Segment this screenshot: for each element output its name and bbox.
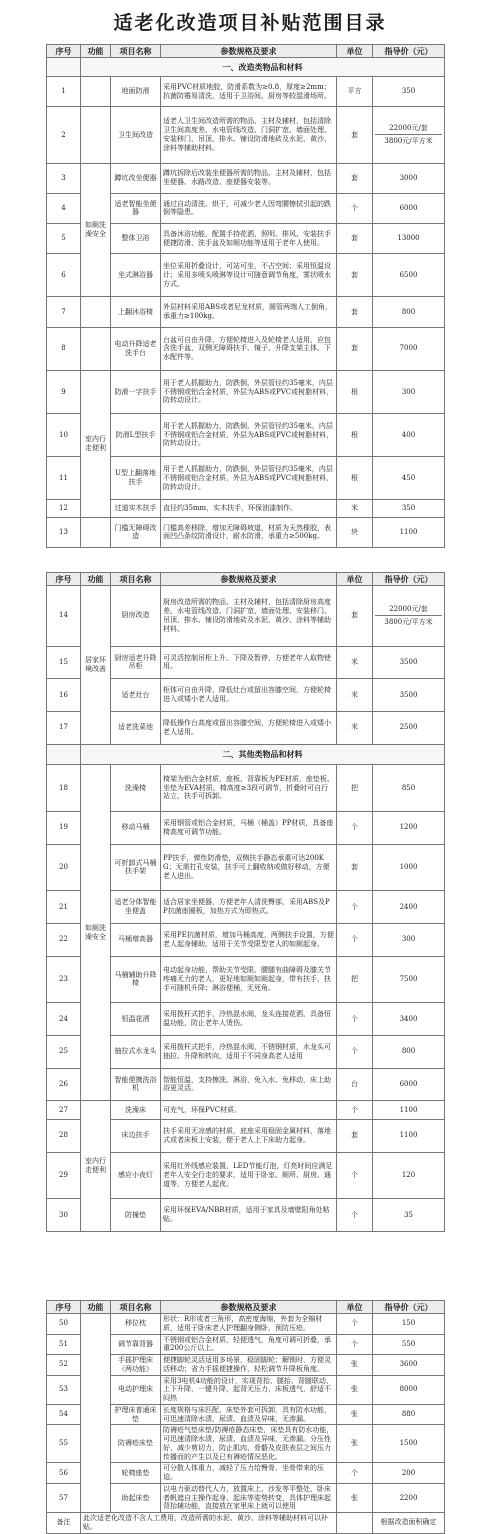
cell-name: 护理床普通床垫: [111, 1404, 161, 1425]
cell-spec: 不锈钢或铝合金材质，轻便透气，角度可调可折叠，承重200公斤以上。: [161, 1334, 337, 1355]
cell-spec: 椅架为铝合金材质，座板、背靠板为PE材质，座垫板、坐垫为EVA材质，椅高度≥3段可调节，折叠时可自行站立，扶手可拆卸。: [161, 765, 337, 812]
cell-no: 16: [47, 679, 81, 712]
cell-no: 18: [47, 765, 81, 812]
cell-price: 1200: [373, 811, 445, 844]
cell-spec: 蹲坑拆除后改装坐便器所需的物品、主材及辅材，包括坐便器、水路改造、座便器安装等。: [161, 163, 337, 193]
section-title-row: [47, 58, 445, 77]
cell-no: 14: [47, 586, 81, 647]
table-row: [47, 765, 445, 812]
cell-name: 恒温花洒: [111, 1003, 161, 1036]
cell-unit: 个: [337, 1314, 373, 1335]
cell-name: 手摇护理床（两功能）: [111, 1355, 161, 1376]
cell-no: 11: [47, 457, 81, 500]
section-title: 二、其他类物品和材料: [81, 744, 445, 765]
cell-name: 电动护理床: [111, 1375, 161, 1404]
cell-price: 350: [373, 500, 445, 517]
header-no: 序号: [47, 573, 81, 586]
function-group: 如厕洗澡安全: [81, 765, 111, 1101]
cell-price: 880: [373, 1404, 445, 1425]
cell-spec: 坐位采用折叠设计，可站可坐，不占空间；采用恒温设计；采用多喷头喷淋等设计可随意调节角度，雾状喷水方式。: [161, 254, 337, 297]
cell-no: 10: [47, 413, 81, 456]
cell-no: 5: [47, 224, 81, 254]
cell-name: 卫生间改造: [111, 107, 161, 163]
cell-price: 3500: [373, 679, 445, 712]
cell-name: 厨房适老升降吊柜: [111, 646, 161, 679]
cell-spec: 长度规格与床匹配，床垫外套可拆卸，具有防水功能，可迅速清除水渍、尿渍、血渍及异味，无渗漏。: [161, 1404, 337, 1425]
cell-name: 洗澡床: [111, 1101, 161, 1120]
cell-spec: 可灵活控制吊柜上升、下降及暂停，方便老年人取物使用。: [161, 646, 337, 679]
cell-price: 850: [373, 765, 445, 812]
cell-unit: 个: [337, 891, 373, 924]
cell-unit: 平方: [337, 77, 373, 107]
header-item-name: 项目名称: [111, 1301, 161, 1314]
cell-spec: 电动起身功能，帮助关节受限、腰腿有曲障碍及膝关节疼痛无力的老人，更好地如厕如厕起身，带有扶手，扶手可随机升降；淋浴便桶，无死角。: [161, 956, 337, 1003]
cell-price: 550: [373, 1334, 445, 1355]
cell-spec: 用于老人抓握助力，防跌倒，外层管径约35毫米，内层不锈钢或铝合金材质，外层为ABS或PVC或树脂材料，防转动设计。: [161, 413, 337, 456]
cell-price: 7500: [373, 956, 445, 1003]
catalog-table-part3: [46, 1300, 445, 1534]
cell-unit: 套: [337, 107, 373, 163]
cell-unit: 把: [337, 765, 373, 812]
cell-no: 51: [47, 1334, 81, 1355]
cell-unit: 套: [337, 1119, 373, 1152]
cell-price: 150: [373, 1314, 445, 1335]
cell-no: 54: [47, 1404, 81, 1425]
cell-unit: 套: [337, 327, 373, 370]
cell-price: 2500: [373, 711, 445, 744]
cell-spec: 外层材料采用ABS或者尼龙材质，圆管两端人工倒角，承重力≥100kg。: [161, 297, 337, 327]
header-function: 功能: [81, 573, 111, 586]
cell-name: 适老智能坐便器: [111, 193, 161, 223]
cell-spec: 采用环保EVA/NBR材质，适用于家具及墙壁阳角处粘贴。: [161, 1199, 337, 1232]
cell-no: 56: [47, 1463, 81, 1484]
cell-no: 26: [47, 1068, 81, 1101]
cell-no: 57: [47, 1483, 81, 1512]
cell-spec: 厨房改造所需的物品、主材及辅材，包括清除厨房高度差、水电管线改造、门洞扩宽、墙面处理、安装移门、吊顶、排水、铺设防滑地砖及水泥、黄沙、涂料等辅助材料。: [161, 586, 337, 647]
cell-name: 感应小夜灯: [111, 1152, 161, 1199]
cell-unit: 个: [337, 1199, 373, 1232]
cell-name: 轮椅座垫: [111, 1463, 161, 1484]
cell-no: 4: [47, 193, 81, 223]
cell-name: 上翻沐浴椅: [111, 297, 161, 327]
cell-spec: 直径约35mm，实木扶手，环保油漆制作。: [161, 500, 337, 517]
cell-spec: 台盆可自由升降，方便轮椅进入及轮椅老人适用，应包含洗手盆、双侧无障碍扶手、镜子、升降支架主体、下水配件等。: [161, 327, 337, 370]
cell-spec: 采用拨杆式把手，冷热混水阀，不锈钢材质，水龙头可抽拉、升降和转向，适用于不同身高老人适用: [161, 1035, 337, 1068]
cell-no: 27: [47, 1101, 81, 1120]
cell-price: 6500: [373, 254, 445, 297]
cell-name: 马桶增高器: [111, 923, 161, 956]
cell-price: 400: [373, 413, 445, 456]
cell-spec: 智能恒温，支持擦洗、淋浴，免入水、免移动，床上助浴更灵活。: [161, 1068, 337, 1101]
cell-spec: 通过自动清洗、烘干，可减少老人因弯腰擦拭引起的跌倒等隐患。: [161, 193, 337, 223]
cell-no: 17: [47, 711, 81, 744]
cell-no: 23: [47, 956, 81, 1003]
cell-unit: 套: [337, 224, 373, 254]
cell-price: 300: [373, 370, 445, 413]
header-price: 指导价（元）: [373, 573, 445, 586]
cell-unit: 个: [337, 1334, 373, 1355]
cell-spec: 门槛高差移除，增加无障碍坡道，材质为天然橡胶，表面凹凸条纹防滑设计，耐水防滑，承重力≥500kg。: [161, 517, 337, 547]
table-header-row: [47, 573, 445, 586]
cell-name: 防撞垫: [111, 1199, 161, 1232]
header-item-name: 项目名称: [111, 573, 161, 586]
cell-price: 2400: [373, 891, 445, 924]
cell-spec: 用于老人抓握助力，防跌倒，外层管径约35毫米，内层不锈钢或铝合金材质，外层为ABS或PVC或树脂材料，防转动设计。: [161, 457, 337, 500]
cell-unit: 把: [337, 956, 373, 1003]
cell-name: 移动马桶: [111, 811, 161, 844]
cell-price: 1100: [373, 1101, 445, 1120]
cell-price: [373, 586, 445, 647]
cell-price: 1100: [373, 517, 445, 547]
cell-unit: 张: [337, 1404, 373, 1425]
header-unit: 单位: [337, 45, 373, 58]
cell-spec: 具备沐浴功能，配置手持花洒、照明、排风、安装扶手便捷防滑、洗手盆及如厕功能等适用于老年人使用。: [161, 224, 337, 254]
cell-name: 移位枕: [111, 1314, 161, 1335]
cell-spec: 采用红外线感应装置，LED节能灯泡，灯亮时间应满足老年人安全行走的要求，适用于卧室、厕所、厨房、通道等，方便老人起夜。: [161, 1152, 337, 1199]
cell-unit: 套: [337, 586, 373, 647]
cell-unit: 套: [337, 163, 373, 193]
cell-name: 抽拉式水龙头: [111, 1035, 161, 1068]
cell-unit: 个: [337, 1003, 373, 1036]
cell-price: [373, 107, 445, 163]
cell-unit: 块: [337, 517, 373, 547]
cell-name: 坐式淋浴器: [111, 254, 161, 297]
header-item-name: 项目名称: [111, 45, 161, 58]
header-price: 指导价（元）: [373, 45, 445, 58]
header-spec: 参数规格及要求: [161, 1301, 337, 1314]
cell-price: 800: [373, 297, 445, 327]
cell-name: 电动升降适老洗手台: [111, 327, 161, 370]
header-spec: 参数规格及要求: [161, 573, 337, 586]
cell-price: 200: [373, 1463, 445, 1484]
cell-unit: 个: [337, 1463, 373, 1484]
cell-name: 厨房改造: [111, 586, 161, 647]
cell-spec: 用于老人抓握助力，防跌倒，外层管径约35毫米，内层不锈钢或铝合金材质，外层为ABS或PVC或树脂材料，防转动设计。: [161, 370, 337, 413]
cell-unit: 个: [337, 1101, 373, 1120]
cell-price: 6000: [373, 193, 445, 223]
cell-spec: 降低操作台高度或留出容膝空间，方便轮椅进入或矮小老人适用。: [161, 711, 337, 744]
cell-spec: 柜体可自由升降，降低灶台或留出容膝空间，方便轮椅进入或矮小老人适用。: [161, 679, 337, 712]
cell-name: 马桶辅助升降椅: [111, 956, 161, 1003]
cell-unit: 米: [337, 679, 373, 712]
cell-price: 350: [373, 77, 445, 107]
cell-no: 8: [47, 327, 81, 370]
cell-spec: 采用PE抗菌材质，增加马桶高度，两侧扶手设置，方便老人起身辅助，适用于关节受限型老人的如厕起身。: [161, 923, 337, 956]
cell-unit: 张: [337, 1425, 373, 1463]
cell-unit: 套: [337, 844, 373, 891]
cell-no: 53: [47, 1375, 81, 1404]
cell-no: 7: [47, 297, 81, 327]
cell-no: 55: [47, 1425, 81, 1463]
cell-no: 6: [47, 254, 81, 297]
table-row: [47, 586, 445, 647]
function-group: 室内行走便利: [81, 1101, 111, 1232]
cell-name: 地面防滑: [111, 77, 161, 107]
cell-name: 床边扶手: [111, 1119, 161, 1152]
cell-no: 3: [47, 163, 81, 193]
cell-spec: 以电力驱动替代人力，放置床上、沙发等平整处，卧床者帆遮自主操作起身、起床等姿势转变，具体护理床起背抬辅功能，直接放在家里床上就可以使用: [161, 1483, 337, 1512]
cell-unit: 个: [337, 923, 373, 956]
cell-no: 13: [47, 517, 81, 547]
cell-name: 蹲坑改坐便器: [111, 163, 161, 193]
cell-unit: 套: [337, 297, 373, 327]
cell-no: 19: [47, 811, 81, 844]
cell-name: 适老灶台: [111, 679, 161, 712]
cell-name: 智能便携洗浴机: [111, 1068, 161, 1101]
cell-name: U型上翻落地扶手: [111, 457, 161, 500]
table-row: [47, 297, 445, 327]
header-unit: 单位: [337, 1301, 373, 1314]
cell-unit: 张: [337, 1355, 373, 1376]
cell-spec: 形状：R形或者三角形，高密度海绵，外套为全棉材质，适用于卧床老人护理翻身侧卧，预防压疮。: [161, 1314, 337, 1335]
cell-no: 22: [47, 923, 81, 956]
table-row: [47, 327, 445, 370]
cell-price: 1000: [373, 844, 445, 891]
cell-no: 25: [47, 1035, 81, 1068]
cell-unit: 米: [337, 711, 373, 744]
function-group: 室内行走便利: [81, 370, 111, 517]
price-per-set: 22000元/套: [389, 123, 428, 132]
cell-name: 防滑一字扶手: [111, 370, 161, 413]
cell-name: 门槛无障碍改造: [111, 517, 161, 547]
cell-unit: 套: [337, 254, 373, 297]
price-per-sqm: 3800元/平方米: [375, 615, 442, 627]
cell-price: 3500: [373, 646, 445, 679]
table-row: [47, 1101, 445, 1120]
table-row: [47, 107, 445, 163]
header-no: 序号: [47, 45, 81, 58]
cell-price: 8000: [373, 1375, 445, 1404]
cell-no: 28: [47, 1119, 81, 1152]
cell-unit: 个: [337, 1152, 373, 1199]
cell-unit: 台: [337, 1068, 373, 1101]
cell-no: 2: [47, 107, 81, 163]
cell-price: 300: [373, 923, 445, 956]
cell-unit: 米: [337, 646, 373, 679]
cell-spec: 采用PVC材质地胶，防滑系数为≥0.8，厚度≥2mm；抗菌防霉易清洗，适用于卫浴间、厨房等较湿滑场所。: [161, 77, 337, 107]
cell-price: 450: [373, 457, 445, 500]
cell-spec: 适合居家坐便器，方便老年人清洗臀部，采用ABS及PP抗菌座圈板，加热方式为即热式。: [161, 891, 337, 924]
document-title: 适老化改造项目补贴范围目录: [113, 12, 387, 34]
cell-unit: 根: [337, 457, 373, 500]
cell-spec: 采用拨杆式把手，冷热混水阀，龙头连接花洒，具备恒温功能，防止老年人烫伤。: [161, 1003, 337, 1036]
cell-name: 洗澡椅: [111, 765, 161, 812]
cell-price: 35: [373, 1199, 445, 1232]
cell-no: 9: [47, 370, 81, 413]
cell-price: 800: [373, 1035, 445, 1068]
cell-no: 50: [47, 1314, 81, 1335]
cell-price: 3000: [373, 163, 445, 193]
price-per-sqm: 3800元/平方米: [375, 134, 442, 146]
cell-name: 助起床垫: [111, 1483, 161, 1512]
note-row: [47, 1513, 445, 1534]
table-row: [47, 517, 445, 547]
cell-name: 防滑L型扶手: [111, 413, 161, 456]
cell-name: 防褥疮床垫: [111, 1425, 161, 1463]
cell-price: 6000: [373, 1068, 445, 1101]
function-group: 居家环境改善: [81, 586, 111, 745]
cell-price: 1500: [373, 1425, 445, 1463]
cell-price: 1100: [373, 1119, 445, 1152]
cell-spec: 便捷脚轮灵活适用多场景，稳固脚轮；解锁时，方便灵活移动；省力手摇便捷操作，轻松调节升降板角度。: [161, 1355, 337, 1376]
note-label: 备注: [47, 1513, 81, 1534]
cell-name: 可折卸式马桶扶手架: [111, 844, 161, 891]
cell-price: 3400: [373, 1003, 445, 1036]
cell-unit: 个: [337, 1035, 373, 1068]
cell-spec: 采用3电机4功能的设计，实现背抬、腿抬、背腿联动、上下升降，一键升降，起背无压力，床板透气，舒适不闷热: [161, 1375, 337, 1404]
cell-no: 12: [47, 500, 81, 517]
section-title-row: [47, 744, 445, 765]
cell-unit: 张: [337, 1375, 373, 1404]
header-function: 功能: [81, 1301, 111, 1314]
header-spec: 参数规格及要求: [161, 45, 337, 58]
header-price: 指导价（元）: [373, 1301, 445, 1314]
cell-spec: 适老人卫生间改造所需的物品、主材及辅材，包括清除卫生间高度差、水电管线改造、门洞扩宽、墙面处理、安装移门、吊顶、排水、铺设防滑地砖及水泥、黄沙、涂料等辅助材料。: [161, 107, 337, 163]
cell-price: 120: [373, 1152, 445, 1199]
cell-spec: 采用钢管或铝合金材质，马桶（桶盖）PP材质，具备座椅高度可调节功能。: [161, 811, 337, 844]
cell-no: 21: [47, 891, 81, 924]
cell-no: 29: [47, 1152, 81, 1199]
table-row: [47, 163, 445, 193]
cell-price: 13000: [373, 224, 445, 254]
cell-no: 20: [47, 844, 81, 891]
table-header-row: [47, 45, 445, 58]
table-row: [47, 1314, 445, 1335]
catalog-table-part2: [46, 572, 445, 1232]
cell-price: 3600: [373, 1355, 445, 1376]
cell-no: 15: [47, 646, 81, 679]
cell-name: 过道实木扶手: [111, 500, 161, 517]
cell-spec: PP扶手，弹性防滑垫，双侧扶手静态承重可达200KG；无需打孔安装，扶手可上翻收纳或做好移动，方便老人进出。: [161, 844, 337, 891]
cell-unit: 个: [337, 811, 373, 844]
table-row: [47, 77, 445, 107]
header-function: 功能: [81, 45, 111, 58]
cell-spec: 可分散人体重力，减轻了压力给臀骨、坐骨带来的压迫。: [161, 1463, 337, 1484]
cell-name: 整体卫浴: [111, 224, 161, 254]
cell-unit: 米: [337, 500, 373, 517]
cell-unit: 根: [337, 370, 373, 413]
cell-spec: 防褥疮气垫床垫/防褥疮静态床垫，床垫具有防水功能，可迅速清除水渍、尿渍、血渍及异味，无渗漏。分压性好，减少剪切力，防止肌肉、骨骼及皮肤表层之间压力传播而的产生以及已有褥疮情况恶化。: [161, 1425, 337, 1463]
function-group: 如厕洗澡安全: [81, 163, 111, 297]
cell-spec: 可充气，环保PVC材质。: [161, 1101, 337, 1120]
header-no: 序号: [47, 1301, 81, 1314]
cell-name: 适老洗菜池: [111, 711, 161, 744]
price-per-set: 22000元/套: [389, 604, 428, 613]
section-title: 一、改造类物品和材料: [81, 58, 445, 77]
cell-name: 调节靠背器: [111, 1334, 161, 1355]
note-price: 根据改造面积确定: [373, 1513, 445, 1534]
cell-unit: 个: [337, 193, 373, 223]
cell-no: 52: [47, 1355, 81, 1376]
cell-spec: 扶手采用无凉感的材质，底座采用稳固金属材料，落地式或者床板上安装，便于老人上下床助力起身。: [161, 1119, 337, 1152]
cell-price: 2200: [373, 1483, 445, 1512]
cell-name: 适老分体智能坐便盖: [111, 891, 161, 924]
table-row: [47, 370, 445, 413]
cell-no: 24: [47, 1003, 81, 1036]
cell-no: 30: [47, 1199, 81, 1232]
catalog-table-part1: [46, 44, 445, 548]
cell-unit: 根: [337, 413, 373, 456]
note-text: 此次适老化改造不含人工费用，改造所需的水泥、黄沙、涂料等辅助材料可以补贴。: [81, 1513, 337, 1534]
cell-price: 7000: [373, 327, 445, 370]
table-header-row: [47, 1301, 445, 1314]
cell-no: 1: [47, 77, 81, 107]
cell-unit: 张: [337, 1483, 373, 1512]
header-unit: 单位: [337, 573, 373, 586]
